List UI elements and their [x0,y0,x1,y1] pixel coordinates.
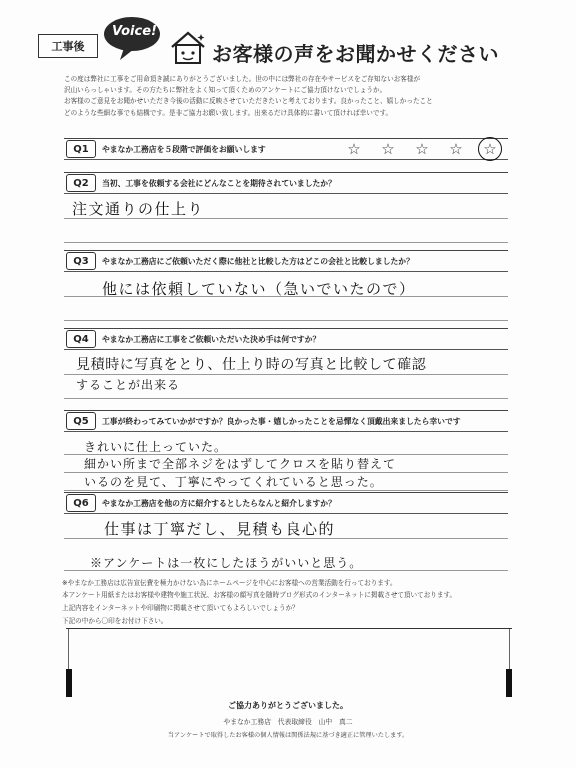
answer-line [64,490,508,491]
star-icon[interactable]: ☆ [347,140,361,158]
question-block-q5 [64,410,508,489]
star-icon[interactable]: ☆ [449,140,463,158]
intro-text [64,74,514,119]
question-header [64,250,508,272]
question-number: Q2 [66,174,96,192]
question-header [64,410,508,432]
question-text: やまなか工務店を他の方に紹介するとしたらなんと紹介しますか？ [102,498,336,508]
intro-line: この度は弊社に工事をご用命頂き誠にありがとうございました。世の中には弊社の存在やサービスをご存知ないお客様が [64,75,421,83]
privacy-note: 当アンケートで取得したお客様の個人情報は関係法規に基づき適正に管理いたします。 [167,732,409,739]
thanks-message: ご協力ありがとうございました。 [228,701,348,710]
answer-line [64,242,508,243]
handwritten-answer: ※アンケートは一枚にしたほうがいいと思う。 [90,556,363,570]
handwritten-answer: することが出来る [76,378,181,392]
footnote-line: 下記の中から〇印をお付け下さい。 [62,617,168,625]
intro-line: お客様のご意見をお聞かせいただき今後の活動に反映させていただきたいと考えております。良かったこと、嬉しかったこと [64,97,433,106]
house-face-icon [168,30,208,66]
answer-line [64,320,508,321]
handwritten-answer: 細かい所まで全部ネジをはずしてクロスを貼り替えて [84,457,397,471]
handwritten-answer: 注文通りの仕上り [72,200,205,218]
box-border-left [68,629,69,669]
box-corner-mark [66,669,72,697]
question-text: 当初、工事を依頼する会社にどんなことを期待されていましたか？ [102,178,336,188]
intro-line: 沢山いらっしゃいます。その方たちに弊社をよく知って頂くためのアンケートにご協力頂けないでしょうか。 [64,86,387,95]
signature: やまなか工務店 代表取締役 山中 真二 [223,718,353,726]
question-block-q6 [64,492,508,570]
intro-line: どのような些細な事でも結構です。是非ご協力お願い致します。出来るだけ具体的に書いて頂ければ幸いです。 [64,108,393,117]
circle-mark-icon [478,137,502,161]
question-number: Q3 [66,252,96,270]
answer-line [64,374,508,375]
box-corner-mark [506,669,512,697]
question-text: 工事が終わってみていかがですか？良かった事・嬉しかったことを忌憚なく頂戴出来ましたら幸いです [102,416,461,426]
question-text: やまなか工務店に工事をご依頼いただいた決め手は何ですか？ [102,334,321,344]
box-border-right [509,629,510,669]
handwritten-answer: きれいに仕上っていた。 [84,440,228,454]
question-number: Q6 [66,494,96,512]
star-icon: ☆ [483,140,497,158]
question-header [64,492,508,514]
question-block-q2 [64,172,508,218]
star-icon[interactable]: ☆ [415,140,429,158]
footnote-line: 本アンケート用紙またはお客様や建物や施工状況、お客様の顔写真を随時ブログ形式のインターネットに掲載させて頂いております。 [62,591,457,599]
consent-answer-box[interactable] [66,628,512,697]
answer-line [64,398,508,399]
question-number: Q1 [66,140,96,158]
question-header [64,138,508,160]
rating-stars[interactable] [346,140,498,158]
handwritten-answer: 他には依頼していない（急いでいたので） [102,280,416,298]
footnote-line: ※やまなか工務店は広告宣伝費を極力かけない為にホームページを中心にお客様への営業活動を行っております。 [62,579,397,587]
handwritten-answer: 見積時に写真をとり、仕上り時の写真と比較して確認 [76,357,427,373]
question-text: やまなか工務店にご依頼いただく際に他社と比較した方はどこの会社と比較しましたか？ [102,256,414,266]
page-title: お客様の声をお聞かせください [212,42,499,66]
question-header [64,172,508,194]
question-header [64,328,508,350]
handwritten-answer: いるのを見て、丁寧にやってくれていると思った。 [84,475,383,489]
handwritten-answer: 仕事は丁寧だし、見積も良心的 [104,520,336,538]
question-block-q4 [64,328,508,392]
question-number: Q4 [66,330,96,348]
logo-text: Voice! [112,24,157,39]
stage-tag: 工事後 [38,34,98,58]
question-text: やまなか工務店を５段階で評価をお願いします [102,144,266,154]
footnote-line: 上記内容をインターネットや印刷物に掲載させて頂いてもよろしいでしょうか？ [62,604,299,612]
star-icon-selected[interactable] [482,140,498,158]
question-block-q3 [64,250,508,298]
question-number: Q5 [66,412,96,430]
question-block-q1 [64,138,508,160]
star-icon[interactable]: ☆ [381,140,395,158]
